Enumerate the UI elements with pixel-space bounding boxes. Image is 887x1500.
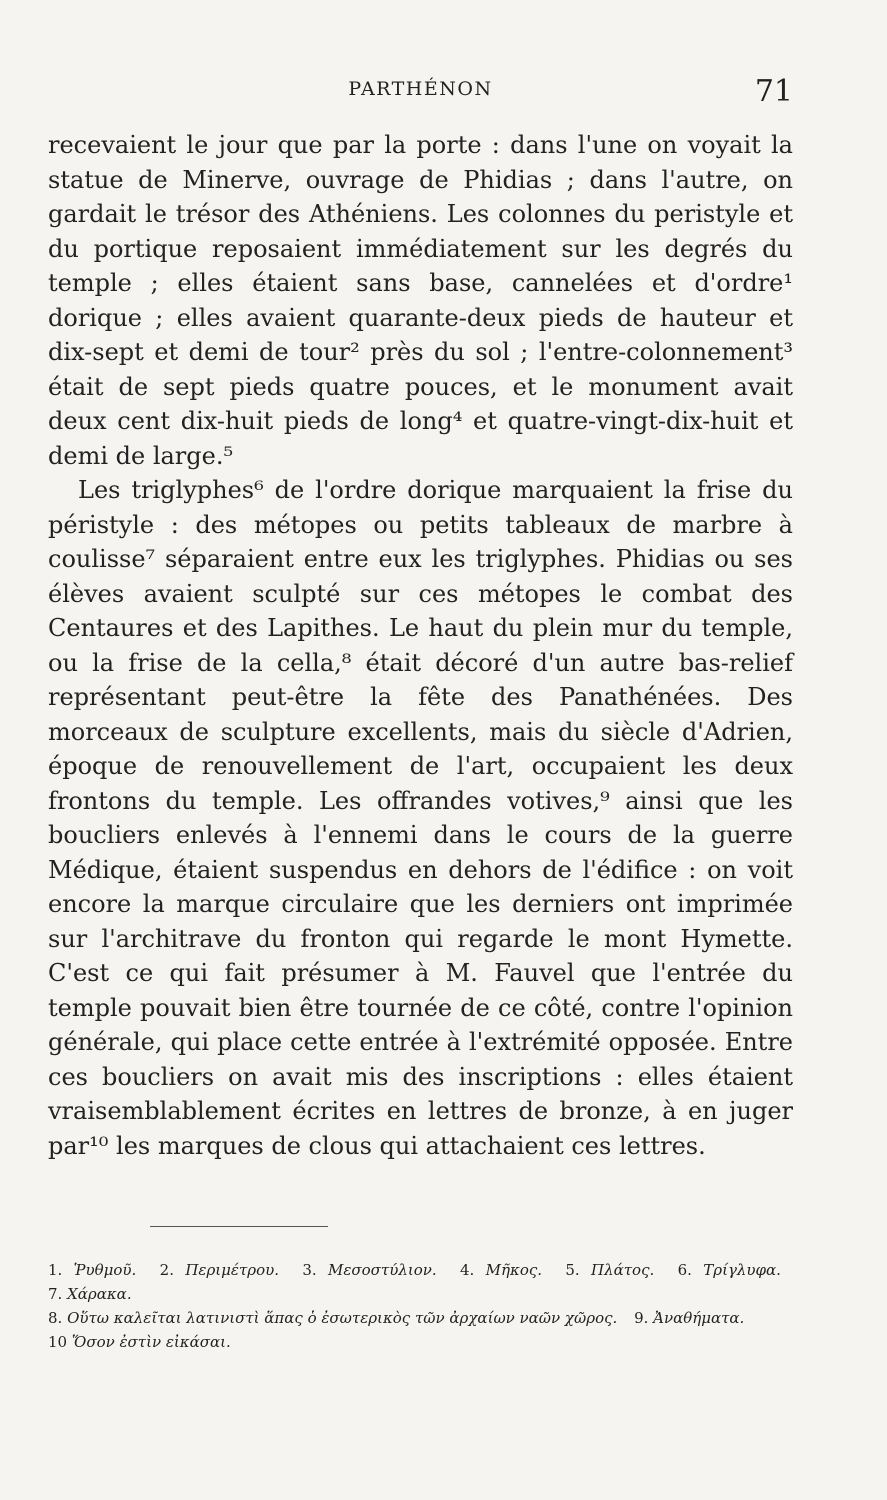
footnote: 2. Περιμέτρου. <box>159 1261 279 1279</box>
footnote: 9. Ἀναθήματα. <box>634 1309 745 1327</box>
footnotes <box>48 1258 793 1354</box>
footnote-separator <box>150 1226 328 1227</box>
page-number: 71 <box>754 74 793 109</box>
footnote: 3. Μεσοστύλιον. <box>302 1261 437 1279</box>
footnote: 6. Τρίγλυφα. <box>677 1261 781 1279</box>
running-title: PARTHÉNON <box>348 78 493 100</box>
footnote: 4. Μῆκος. <box>459 1261 543 1279</box>
footnote: 8. Οὕτω καλεῖται λατινιστὶ ἅπας ὁ ἐσωτερικὸς τῶν ἀρχαίων ναῶν χῶρος. <box>48 1309 618 1327</box>
footnote: 7. Χάρακα. <box>48 1285 132 1303</box>
footnote: 5. Πλάτος. <box>565 1261 655 1279</box>
footnote: 1. Ῥυθμοῦ. <box>48 1261 137 1279</box>
paragraph: Les triglyphes⁶ de l'ordre dorique marquaient la frise du péristyle : des métopes ou petits tableaux de marbre à coulisse⁷ séparaient entre eux les triglyphes. Phidias ou ses élèves avaient sculpté sur ces métopes le combat des Centaures et des Lapithes. Le haut du plein mur du temple, ou la frise de la cella,⁸ était décoré d'un autre bas-relief représentant peut-être la fête des Panathénées. Des morceaux de sculpture excellents, mais du siècle d'Adrien, époque de renouvellement de l'art, occupaient les deux frontons du temple. Les offrandes votives,⁹ ainsi que les boucliers enlevés à l'ennemi dans le cours de la guerre Médique, étaient suspendus en dehors de l'édifice : on voit encore la marque circulaire que les derniers ont imprimée sur l'architrave du fronton qui regarde le mont Hymette. C'est ce qui fait présumer à M. Fauvel que l'entrée du temple pouvait bien être tournée de ce côté, contre l'opinion générale, qui place cette entrée à l'extrémité opposée. Entre ces boucliers on avait mis des inscriptions : elles étaient vraisemblablement écrites en lettres de bronze, à en juger par¹⁰ les marques de clous qui attachaient ces lettres. <box>48 476 793 1160</box>
paragraph: recevaient le jour que par la porte : dans l'une on voyait la statue de Minerve, ouvrage de Phidias ; dans l'autre, on gardait le trésor des Athéniens. Les colonnes du peristyle et du portique reposaient immédiatement sur les degrés du temple ; elles étaient sans base, cannelées et d'ordre¹ dorique ; elles avaient quarante-deux pieds de hauteur et dix-sept et demi de tour² près du sol ; l'entre-colonnement³ était de sept pieds quatre pouces, et le monument avait deux cent dix-huit pieds de long⁴ et quatre-vingt-dix-huit et demi de large.⁵ <box>48 131 793 470</box>
page-header <box>48 74 793 110</box>
footnote: 10 Ὅσον ἐστὶν εἰκάσαι. <box>48 1333 231 1351</box>
body-text <box>48 128 793 1163</box>
